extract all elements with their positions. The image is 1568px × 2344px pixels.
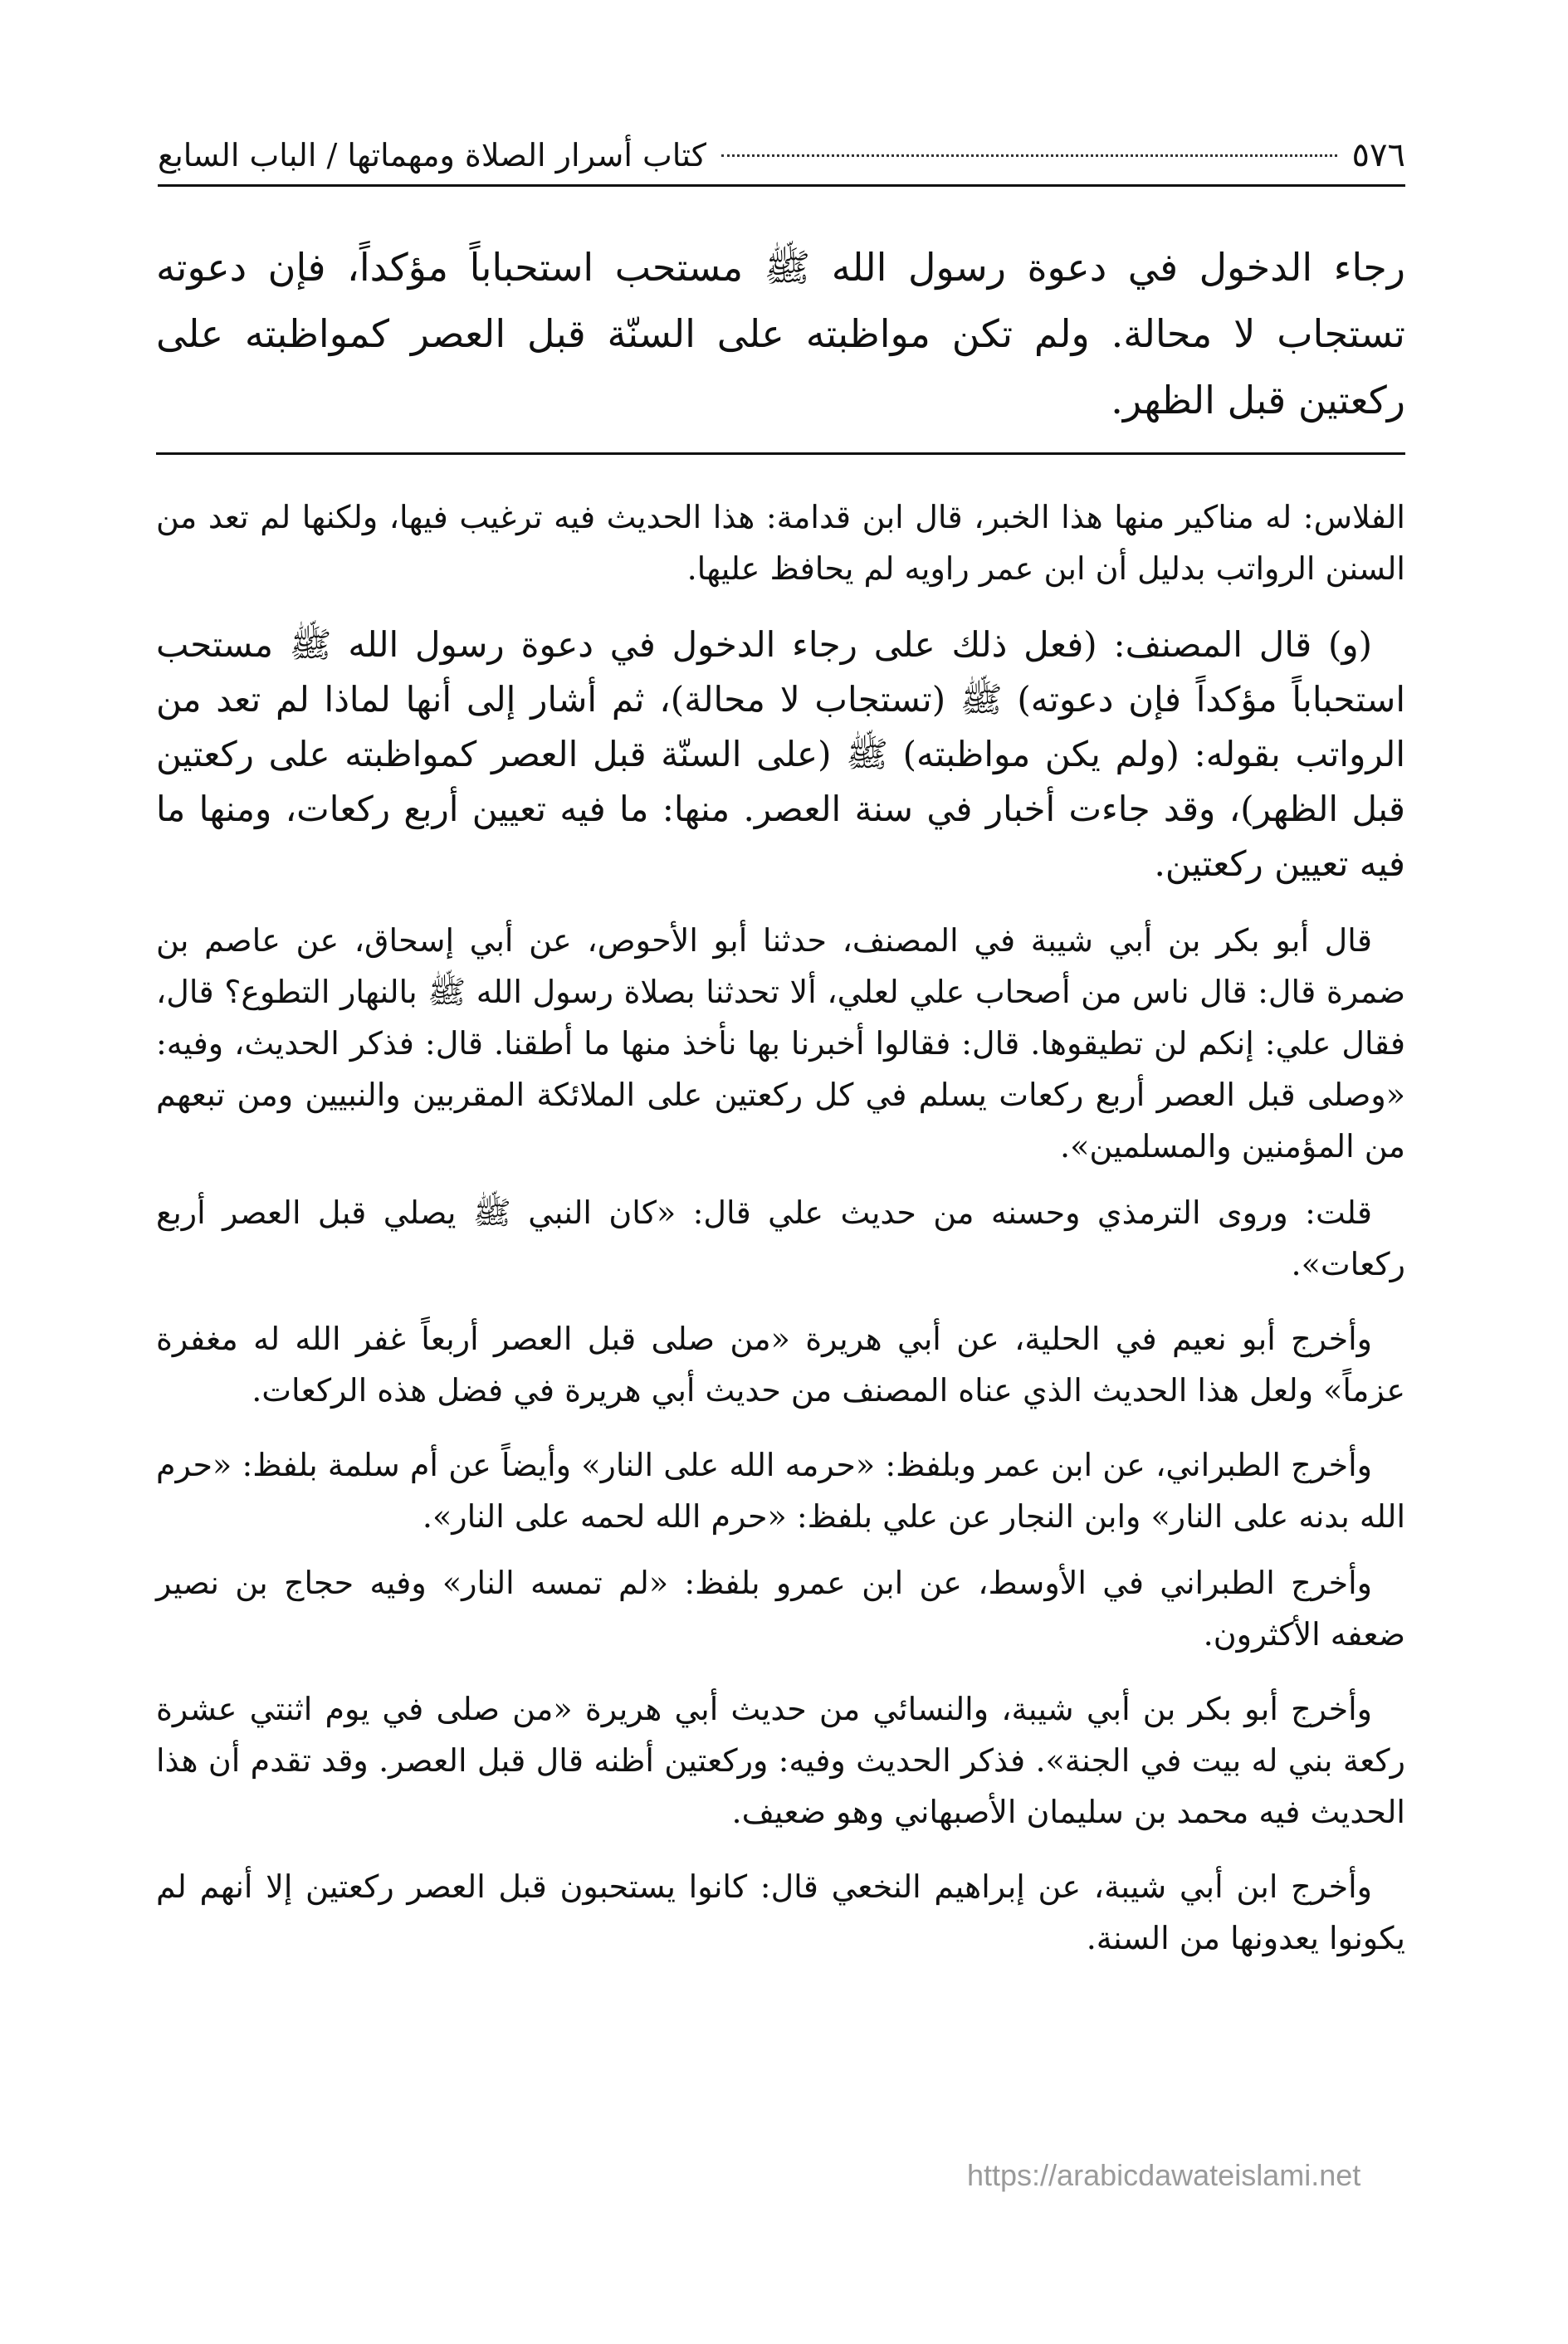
header-dotted-leader	[721, 154, 1337, 157]
commentary-paragraph-8: وأخرج أبو بكر بن أبي شيبة، والنسائي من حديث أبي هريرة «من صلى في يوم اثنتي عشرة ركعة بني له بيت في الجنة». فذكر الحديث وفيه: وركعتين أظنه قال قبل العصر. وقد تقدم أن هذا الحديث فيه محمد بن سليمان الأصبهاني وهو ضعيف.	[156, 1691, 1405, 1830]
commentary-paragraph-9: وأخرج ابن أبي شيبة، عن إبراهيم النخعي قال: كانوا يستحبون قبل العصر ركعتين إلا أنهم لم يكونوا يعدونها من السنة.	[156, 1868, 1405, 1956]
commentary-paragraph-7: وأخرج الطبراني في الأوسط، عن ابن عمرو بلفظ: «لم تمسه النار» وفيه حجاج بن نصير ضعفه الأكثرون.	[156, 1565, 1405, 1653]
running-title: كتاب أسرار الصلاة ومهماتها / الباب السابع	[158, 137, 706, 173]
watermark-url: https://arabicdawateislami.net	[967, 2158, 1361, 2192]
main-paragraph: رجاء الدخول في دعوة رسول الله ﷺ مستحب استحباباً مؤكداً، فإن دعوته تستجاب لا محالة. ولم تكن مواظبته على السنّة قبل العصر كمواظبته على ركعتين قبل الظهر.	[156, 245, 1405, 422]
footnote-separator	[156, 452, 1405, 455]
page-number: ٥٧٦	[1351, 136, 1405, 174]
commentary-paragraph-4: قلت: وروى الترمذي وحسنه من حديث علي قال: «كان النبي ﷺ يصلي قبل العصر أربع ركعات».	[156, 1194, 1405, 1282]
commentary-paragraph-2: (و) قال المصنف: (فعل ذلك على رجاء الدخول في دعوة رسول الله ﷺ مستحب استحباباً مؤكداً فإن دعوته) ﷺ (تستجاب لا محالة)، ثم أشار إلى أنها لماذا لم تعد من الرواتب بقوله: (ولم يكن مواظبته) ﷺ (على السنّة قبل العصر كمواظبته على ركعتين قبل الظهر)، وقد جاءت أخبار في سنة العصر. منها: ما فيه تعيين أربع ركعات، ومنها ما فيه تعيين ركعتين.	[156, 624, 1406, 884]
commentary-block	[156, 491, 1405, 1964]
main-text-block	[156, 234, 1405, 433]
commentary-paragraph-5: وأخرج أبو نعيم في الحلية، عن أبي هريرة «من صلى قبل العصر أربعاً غفر الله له مغفرة عزماً» ولعل هذا الحديث الذي عناه المصنف من حديث أبي هريرة في فضل هذه الركعات.	[156, 1321, 1405, 1409]
commentary-paragraph-3: قال أبو بكر بن أبي شيبة في المصنف، حدثنا أبو الأحوص، عن أبي إسحاق، عن عاصم بن ضمرة قال: قال ناس من أصحاب علي لعلي، ألا تحدثنا بصلاة رسول الله ﷺ بالنهار التطوع؟ قال، فقال علي: إنكم لن تطيقوها. قال: فقالوا أخبرنا بها نأخذ منها ما أطقنا. قال: فذكر الحديث، وفيه: «وصلى قبل العصر أربع ركعات يسلم في كل ركعتين على الملائكة المقربين والنبيين ومن تبعهم من المؤمنين والمسلمين».	[156, 922, 1405, 1165]
running-header	[158, 126, 1405, 187]
commentary-paragraph-6: وأخرج الطبراني، عن ابن عمر وبلفظ: «حرمه الله على النار» وأيضاً عن أم سلمة بلفظ: «حرم الله بدنه على النار» وابن النجار عن علي بلفظ: «حرم الله لحمه على النار».	[156, 1447, 1405, 1535]
commentary-paragraph-1: الفلاس: له مناكير منها هذا الخبر، قال ابن قدامة: هذا الحديث فيه ترغيب فيها، ولكنها لم تعد من السنن الرواتب بدليل أن ابن عمر راويه لم يحافظ عليها.	[156, 499, 1405, 587]
